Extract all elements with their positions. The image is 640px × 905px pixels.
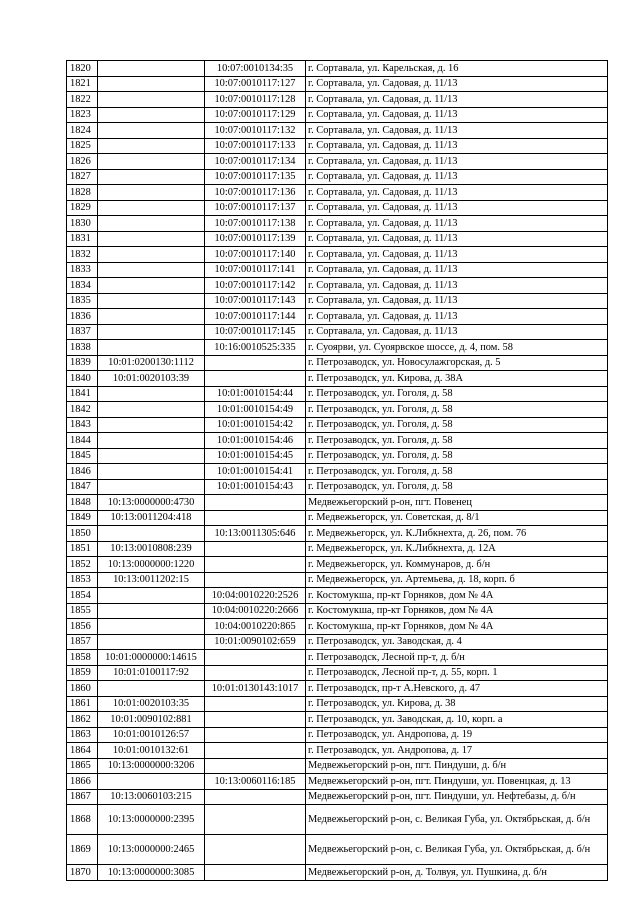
- table-row: [67, 619, 608, 635]
- premises-cadastral-number: 10:07:0010117:139: [205, 231, 306, 247]
- table-row: [67, 510, 608, 526]
- address-cell: г. Петрозаводск, ул. Андропова, д. 19: [306, 727, 608, 743]
- land-cadastral-number: [98, 123, 205, 139]
- table-row: [67, 200, 608, 216]
- land-cadastral-number: 10:01:0200130:1112: [98, 355, 205, 371]
- premises-cadastral-number: [205, 371, 306, 387]
- premises-cadastral-number: 10:07:0010117:140: [205, 247, 306, 263]
- table-row: [67, 138, 608, 154]
- premises-cadastral-number: [205, 727, 306, 743]
- land-cadastral-number: 10:01:0100117:92: [98, 665, 205, 681]
- table-row: [67, 495, 608, 511]
- row-number: 1845: [67, 448, 98, 464]
- address-cell: г. Петрозаводск, ул. Новосулажгорская, д. 5: [306, 355, 608, 371]
- table-row: [67, 216, 608, 232]
- land-cadastral-number: 10:13:0000000:3206: [98, 758, 205, 774]
- row-number: 1838: [67, 340, 98, 356]
- row-number: 1835: [67, 293, 98, 309]
- address-cell: г. Петрозаводск, ул. Гоголя, д. 58: [306, 433, 608, 449]
- row-number: 1843: [67, 417, 98, 433]
- table-row: [67, 634, 608, 650]
- row-number: 1847: [67, 479, 98, 495]
- address-cell: г. Сортавала, ул. Садовая, д. 11/13: [306, 262, 608, 278]
- address-cell: г. Костомукша, пр-кт Горняков, дом № 4А: [306, 603, 608, 619]
- row-number: 1822: [67, 92, 98, 108]
- address-cell: г. Петрозаводск, ул. Гоголя, д. 58: [306, 386, 608, 402]
- premises-cadastral-number: 10:13:0011305:646: [205, 526, 306, 542]
- address-cell: г. Медвежьегорск, ул. Советская, д. 8/1: [306, 510, 608, 526]
- land-cadastral-number: [98, 479, 205, 495]
- address-cell: Медвежьегорский р-он, с. Великая Губа, ул. Октябрьская, д. б/н: [306, 805, 608, 835]
- address-cell: г. Сортавала, ул. Садовая, д. 11/13: [306, 123, 608, 139]
- registry-rows: [67, 61, 608, 881]
- table-row: [67, 572, 608, 588]
- address-cell: г. Костомукша, пр-кт Горняков, дом № 4А: [306, 588, 608, 604]
- land-cadastral-number: [98, 526, 205, 542]
- row-number: 1837: [67, 324, 98, 340]
- land-cadastral-number: [98, 324, 205, 340]
- address-cell: г. Медвежьегорск, ул. К.Либкнехта, д. 26, пом. 76: [306, 526, 608, 542]
- premises-cadastral-number: 10:16:0010525:335: [205, 340, 306, 356]
- premises-cadastral-number: 10:04:0010220:2666: [205, 603, 306, 619]
- row-number: 1860: [67, 681, 98, 697]
- premises-cadastral-number: 10:01:0010154:43: [205, 479, 306, 495]
- premises-cadastral-number: 10:07:0010117:142: [205, 278, 306, 294]
- row-number: 1828: [67, 185, 98, 201]
- premises-cadastral-number: [205, 557, 306, 573]
- row-number: 1836: [67, 309, 98, 325]
- premises-cadastral-number: [205, 650, 306, 666]
- table-row: [67, 76, 608, 92]
- row-number: 1854: [67, 588, 98, 604]
- premises-cadastral-number: [205, 743, 306, 759]
- premises-cadastral-number: [205, 835, 306, 865]
- premises-cadastral-number: 10:01:0010154:49: [205, 402, 306, 418]
- row-number: 1848: [67, 495, 98, 511]
- row-number: 1831: [67, 231, 98, 247]
- table-row: [67, 448, 608, 464]
- land-cadastral-number: 10:13:0000000:4730: [98, 495, 205, 511]
- table-row: [67, 603, 608, 619]
- row-number: 1856: [67, 619, 98, 635]
- address-cell: г. Сортавала, ул. Садовая, д. 11/13: [306, 200, 608, 216]
- address-cell: г. Сортавала, ул. Садовая, д. 11/13: [306, 92, 608, 108]
- land-cadastral-number: [98, 619, 205, 635]
- row-number: 1861: [67, 696, 98, 712]
- table-row: [67, 309, 608, 325]
- address-cell: г. Петрозаводск, ул. Заводская, д. 10, корп. а: [306, 712, 608, 728]
- land-cadastral-number: [98, 681, 205, 697]
- address-cell: г. Петрозаводск, ул. Гоголя, д. 58: [306, 479, 608, 495]
- address-cell: г. Сортавала, ул. Садовая, д. 11/13: [306, 278, 608, 294]
- premises-cadastral-number: [205, 758, 306, 774]
- table-row: [67, 355, 608, 371]
- address-cell: Медвежьегорский р-он, пгт. Пиндуши, д. б/н: [306, 758, 608, 774]
- land-cadastral-number: [98, 278, 205, 294]
- row-number: 1842: [67, 402, 98, 418]
- row-number: 1829: [67, 200, 98, 216]
- premises-cadastral-number: 10:01:0010154:41: [205, 464, 306, 480]
- address-cell: г. Петрозаводск, ул. Гоголя, д. 58: [306, 402, 608, 418]
- table-row: [67, 293, 608, 309]
- land-cadastral-number: [98, 231, 205, 247]
- land-cadastral-number: 10:01:0010132:61: [98, 743, 205, 759]
- row-number: 1827: [67, 169, 98, 185]
- address-cell: г. Петрозаводск, ул. Кирова, д. 38А: [306, 371, 608, 387]
- land-cadastral-number: [98, 433, 205, 449]
- premises-cadastral-number: 10:07:0010117:127: [205, 76, 306, 92]
- table-row: [67, 340, 608, 356]
- address-cell: г. Петрозаводск, Лесной пр-т, д. 55, корп. 1: [306, 665, 608, 681]
- table-row: [67, 789, 608, 805]
- address-cell: г. Сортавала, ул. Карельская, д. 16: [306, 61, 608, 77]
- address-cell: г. Сортавала, ул. Садовая, д. 11/13: [306, 247, 608, 263]
- table-row: [67, 743, 608, 759]
- address-cell: г. Костомукша, пр-кт Горняков, дом № 4А: [306, 619, 608, 635]
- land-cadastral-number: [98, 464, 205, 480]
- table-row: [67, 61, 608, 77]
- land-cadastral-number: [98, 417, 205, 433]
- table-row: [67, 371, 608, 387]
- table-row: [67, 154, 608, 170]
- premises-cadastral-number: [205, 712, 306, 728]
- table-row: [67, 479, 608, 495]
- premises-cadastral-number: 10:07:0010134:35: [205, 61, 306, 77]
- land-cadastral-number: [98, 138, 205, 154]
- table-row: [67, 402, 608, 418]
- row-number: 1844: [67, 433, 98, 449]
- row-number: 1823: [67, 107, 98, 123]
- premises-cadastral-number: 10:07:0010117:137: [205, 200, 306, 216]
- land-cadastral-number: [98, 107, 205, 123]
- address-cell: г. Петрозаводск, ул. Кирова, д. 38: [306, 696, 608, 712]
- row-number: 1841: [67, 386, 98, 402]
- table-row: [67, 526, 608, 542]
- premises-cadastral-number: 10:07:0010117:141: [205, 262, 306, 278]
- table-row: [67, 865, 608, 881]
- premises-cadastral-number: 10:01:0010154:46: [205, 433, 306, 449]
- address-cell: Медвежьегорский р-он, пгт. Пиндуши, ул. Повенцкая, д. 13: [306, 774, 608, 790]
- row-number: 1850: [67, 526, 98, 542]
- address-cell: г. Петрозаводск, пр-т А.Невского, д. 47: [306, 681, 608, 697]
- row-number: 1833: [67, 262, 98, 278]
- premises-cadastral-number: 10:07:0010117:128: [205, 92, 306, 108]
- row-number: 1870: [67, 865, 98, 881]
- address-cell: г. Сортавала, ул. Садовая, д. 11/13: [306, 185, 608, 201]
- row-number: 1832: [67, 247, 98, 263]
- address-cell: Медвежьегорский р-он, с. Великая Губа, ул. Октябрьская, д. б/н: [306, 835, 608, 865]
- premises-cadastral-number: 10:01:0130143:1017: [205, 681, 306, 697]
- address-cell: г. Сортавала, ул. Садовая, д. 11/13: [306, 231, 608, 247]
- row-number: 1867: [67, 789, 98, 805]
- row-number: 1855: [67, 603, 98, 619]
- table-row: [67, 758, 608, 774]
- table-row: [67, 169, 608, 185]
- land-cadastral-number: 10:13:0060103:215: [98, 789, 205, 805]
- row-number: 1820: [67, 61, 98, 77]
- address-cell: г. Петрозаводск, ул. Заводская, д. 4: [306, 634, 608, 650]
- row-number: 1852: [67, 557, 98, 573]
- row-number: 1830: [67, 216, 98, 232]
- premises-cadastral-number: 10:07:0010117:135: [205, 169, 306, 185]
- premises-cadastral-number: 10:07:0010117:143: [205, 293, 306, 309]
- table-row: [67, 541, 608, 557]
- address-cell: г. Сортавала, ул. Садовая, д. 11/13: [306, 216, 608, 232]
- premises-cadastral-number: [205, 696, 306, 712]
- address-cell: г. Сортавала, ул. Садовая, д. 11/13: [306, 138, 608, 154]
- address-cell: г. Петрозаводск, ул. Гоголя, д. 58: [306, 417, 608, 433]
- land-cadastral-number: 10:13:0000000:3085: [98, 865, 205, 881]
- land-cadastral-number: [98, 309, 205, 325]
- address-cell: г. Сортавала, ул. Садовая, д. 11/13: [306, 324, 608, 340]
- address-cell: Медвежьегорский р-он, д. Толвуя, ул. Пушкина, д. б/н: [306, 865, 608, 881]
- premises-cadastral-number: [205, 541, 306, 557]
- registry-table: [66, 60, 608, 881]
- address-cell: Медвежьегорский р-он, пгт. Пиндуши, ул. Нефтебазы, д. б/н: [306, 789, 608, 805]
- row-number: 1839: [67, 355, 98, 371]
- table-row: [67, 835, 608, 865]
- premises-cadastral-number: 10:01:0090102:659: [205, 634, 306, 650]
- land-cadastral-number: [98, 402, 205, 418]
- land-cadastral-number: 10:13:0011204:418: [98, 510, 205, 526]
- premises-cadastral-number: 10:01:0010154:44: [205, 386, 306, 402]
- land-cadastral-number: [98, 247, 205, 263]
- premises-cadastral-number: 10:04:0010220:865: [205, 619, 306, 635]
- premises-cadastral-number: 10:01:0010154:42: [205, 417, 306, 433]
- premises-cadastral-number: 10:07:0010117:134: [205, 154, 306, 170]
- row-number: 1846: [67, 464, 98, 480]
- premises-cadastral-number: 10:07:0010117:144: [205, 309, 306, 325]
- land-cadastral-number: [98, 154, 205, 170]
- land-cadastral-number: [98, 340, 205, 356]
- row-number: 1866: [67, 774, 98, 790]
- row-number: 1824: [67, 123, 98, 139]
- table-row: [67, 262, 608, 278]
- row-number: 1851: [67, 541, 98, 557]
- row-number: 1821: [67, 76, 98, 92]
- land-cadastral-number: [98, 61, 205, 77]
- premises-cadastral-number: 10:07:0010117:136: [205, 185, 306, 201]
- table-row: [67, 247, 608, 263]
- land-cadastral-number: [98, 185, 205, 201]
- row-number: 1864: [67, 743, 98, 759]
- table-row: [67, 805, 608, 835]
- premises-cadastral-number: 10:07:0010117:133: [205, 138, 306, 154]
- address-cell: Медвежьегорский р-он, пгт. Повенец: [306, 495, 608, 511]
- table-row: [67, 324, 608, 340]
- table-row: [67, 123, 608, 139]
- row-number: 1858: [67, 650, 98, 666]
- address-cell: г. Петрозаводск, ул. Гоголя, д. 58: [306, 464, 608, 480]
- land-cadastral-number: 10:01:0020103:39: [98, 371, 205, 387]
- table-row: [67, 665, 608, 681]
- address-cell: г. Сортавала, ул. Садовая, д. 11/13: [306, 293, 608, 309]
- row-number: 1869: [67, 835, 98, 865]
- address-cell: г. Сортавала, ул. Садовая, д. 11/13: [306, 76, 608, 92]
- land-cadastral-number: [98, 216, 205, 232]
- address-cell: г. Сортавала, ул. Садовая, д. 11/13: [306, 107, 608, 123]
- land-cadastral-number: [98, 169, 205, 185]
- table-row: [67, 681, 608, 697]
- table-row: [67, 464, 608, 480]
- land-cadastral-number: 10:01:0010126:57: [98, 727, 205, 743]
- premises-cadastral-number: [205, 572, 306, 588]
- row-number: 1868: [67, 805, 98, 835]
- row-number: 1857: [67, 634, 98, 650]
- land-cadastral-number: [98, 588, 205, 604]
- land-cadastral-number: 10:01:0020103:35: [98, 696, 205, 712]
- premises-cadastral-number: [205, 495, 306, 511]
- row-number: 1865: [67, 758, 98, 774]
- table-row: [67, 774, 608, 790]
- table-row: [67, 433, 608, 449]
- land-cadastral-number: 10:13:0010808:239: [98, 541, 205, 557]
- land-cadastral-number: [98, 774, 205, 790]
- premises-cadastral-number: [205, 355, 306, 371]
- land-cadastral-number: [98, 200, 205, 216]
- row-number: 1840: [67, 371, 98, 387]
- land-cadastral-number: [98, 293, 205, 309]
- row-number: 1849: [67, 510, 98, 526]
- address-cell: г. Петрозаводск, ул. Андропова, д. 17: [306, 743, 608, 759]
- land-cadastral-number: [98, 603, 205, 619]
- premises-cadastral-number: 10:04:0010220:2526: [205, 588, 306, 604]
- premises-cadastral-number: [205, 510, 306, 526]
- premises-cadastral-number: 10:07:0010117:138: [205, 216, 306, 232]
- row-number: 1853: [67, 572, 98, 588]
- address-cell: г. Суоярви, ул. Суоярвское шоссе, д. 4, пом. 58: [306, 340, 608, 356]
- table-row: [67, 278, 608, 294]
- premises-cadastral-number: [205, 805, 306, 835]
- table-row: [67, 386, 608, 402]
- table-row: [67, 557, 608, 573]
- table-row: [67, 185, 608, 201]
- address-cell: г. Медвежьегорск, ул. Артемьева, д. 18, корп. б: [306, 572, 608, 588]
- address-cell: г. Сортавала, ул. Садовая, д. 11/13: [306, 309, 608, 325]
- land-cadastral-number: [98, 448, 205, 464]
- land-cadastral-number: 10:01:0090102:881: [98, 712, 205, 728]
- table-row: [67, 417, 608, 433]
- premises-cadastral-number: 10:07:0010117:132: [205, 123, 306, 139]
- land-cadastral-number: 10:13:0000000:2465: [98, 835, 205, 865]
- land-cadastral-number: 10:13:0000000:1220: [98, 557, 205, 573]
- address-cell: г. Медвежьегорск, ул. Коммунаров, д. б/н: [306, 557, 608, 573]
- table-row: [67, 727, 608, 743]
- row-number: 1859: [67, 665, 98, 681]
- land-cadastral-number: 10:13:0011202:15: [98, 572, 205, 588]
- premises-cadastral-number: [205, 865, 306, 881]
- row-number: 1834: [67, 278, 98, 294]
- premises-cadastral-number: 10:07:0010117:129: [205, 107, 306, 123]
- table-row: [67, 650, 608, 666]
- address-cell: г. Сортавала, ул. Садовая, д. 11/13: [306, 154, 608, 170]
- premises-cadastral-number: [205, 789, 306, 805]
- table-row: [67, 696, 608, 712]
- land-cadastral-number: [98, 634, 205, 650]
- table-row: [67, 588, 608, 604]
- premises-cadastral-number: [205, 665, 306, 681]
- premises-cadastral-number: 10:13:0060116:185: [205, 774, 306, 790]
- land-cadastral-number: 10:01:0000000:14615: [98, 650, 205, 666]
- table-row: [67, 107, 608, 123]
- land-cadastral-number: [98, 262, 205, 278]
- land-cadastral-number: [98, 76, 205, 92]
- address-cell: г. Сортавала, ул. Садовая, д. 11/13: [306, 169, 608, 185]
- table-row: [67, 231, 608, 247]
- land-cadastral-number: 10:13:0000000:2395: [98, 805, 205, 835]
- row-number: 1862: [67, 712, 98, 728]
- row-number: 1863: [67, 727, 98, 743]
- address-cell: г. Петрозаводск, ул. Гоголя, д. 58: [306, 448, 608, 464]
- premises-cadastral-number: 10:01:0010154:45: [205, 448, 306, 464]
- table-row: [67, 712, 608, 728]
- address-cell: г. Медвежьегорск, ул. К.Либкнехта, д. 12А: [306, 541, 608, 557]
- row-number: 1826: [67, 154, 98, 170]
- premises-cadastral-number: 10:07:0010117:145: [205, 324, 306, 340]
- row-number: 1825: [67, 138, 98, 154]
- land-cadastral-number: [98, 386, 205, 402]
- land-cadastral-number: [98, 92, 205, 108]
- address-cell: г. Петрозаводск, Лесной пр-т, д. б/н: [306, 650, 608, 666]
- table-row: [67, 92, 608, 108]
